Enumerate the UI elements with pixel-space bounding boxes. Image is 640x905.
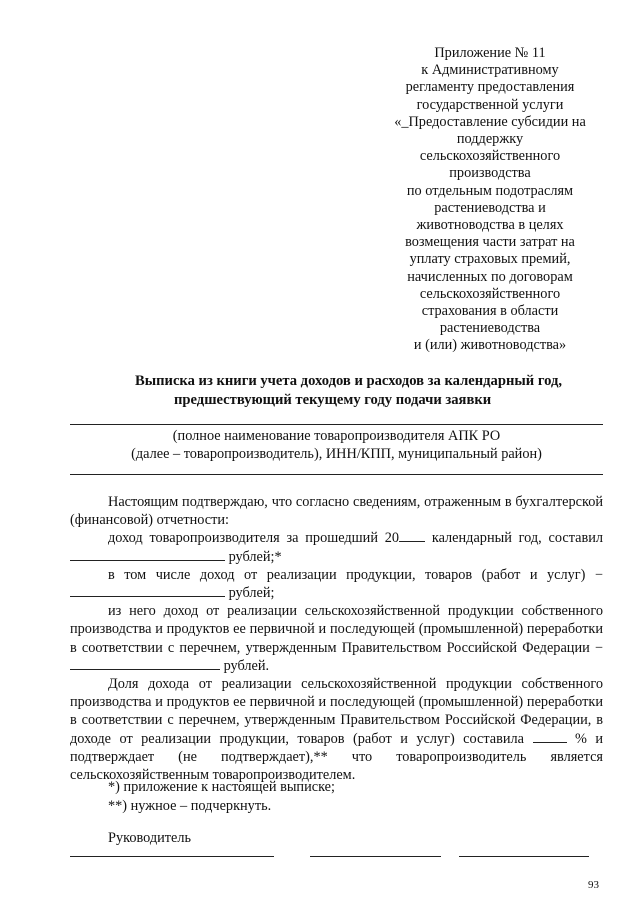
statement-body xyxy=(70,493,603,784)
appendix-line: сельскохозяйственного xyxy=(419,285,561,302)
signer-label: Руководитель xyxy=(108,830,192,846)
appendix-line: начисленных по договорам xyxy=(407,268,573,285)
paragraph-agri-income xyxy=(70,602,603,675)
signer-name-line xyxy=(459,856,589,857)
producer-details-line xyxy=(70,474,603,475)
appendix-line: страхования в области xyxy=(421,303,559,320)
paragraph-sales-income: в том числе доход от реализации продукции, товаров (работ и услуг) − xyxy=(108,566,603,583)
appendix-line: уплату страховых премий, xyxy=(409,251,571,268)
year-blank xyxy=(399,529,425,542)
document-title xyxy=(60,372,620,410)
sales-income-amount-blank xyxy=(70,584,225,597)
income-share-text: Доля дохода от реализации сельскохозяйственной продукции собственного производства и продуктов ее первичной и последующей (промышленной) переработки в соответствии с перечнем, утвержденным Правительством Российской Федерации, в доходе от реализации продукции, товаров (работ и услуг) составила xyxy=(70,676,603,747)
total-income-amount-blank xyxy=(70,548,225,561)
page-number: 93 xyxy=(588,879,599,891)
paragraph-total-income-cont xyxy=(70,548,603,566)
paragraph-income-share xyxy=(70,675,603,784)
appendix-line: животноводства в целях xyxy=(416,217,564,234)
appendix-line: и (или) животноводства» xyxy=(413,337,567,354)
paragraph-total-income xyxy=(70,529,603,547)
appendix-line: сельскохозяйственного xyxy=(419,148,561,165)
appendix-line: по отдельным подотраслям xyxy=(406,182,574,199)
footnote-2: **) нужное – подчеркнуть. xyxy=(108,797,272,814)
title-line-2: предшествующий текущему году подачи заявки xyxy=(174,392,492,408)
appendix-line: «_Предоставление субсидии на xyxy=(394,113,586,130)
appendix-header xyxy=(345,45,635,355)
producer-caption-line-1: (полное наименование товаропроизводителя АПК РО xyxy=(172,428,501,444)
agri-income-amount-blank xyxy=(70,657,220,670)
producer-caption-line-2: (далее – товаропроизводитель), ИНН/КПП, муниципальный район) xyxy=(131,446,542,462)
producer-name-line xyxy=(70,424,603,425)
percent-blank xyxy=(533,730,567,743)
appendix-line: Приложение № 11 xyxy=(434,45,546,61)
rubles-note: рублей;* xyxy=(225,548,282,565)
appendix-line: растениеводства и xyxy=(434,199,546,216)
paragraph-intro: Настоящим подтверждаю, что согласно сведениям, отраженным в бухгалтерской (финансовой) отчетности: xyxy=(70,494,603,529)
footnote-1: *) приложение к настоящей выписке; xyxy=(108,779,335,795)
agri-income-rubles: рублей. xyxy=(220,657,270,674)
income-share-text-2: % и подтверждает (не подтверждает),** что товаропроизводитель является сельскохозяйственным товаропроизводителем. xyxy=(70,730,604,784)
agri-income-text: из него доход от реализации сельскохозяйственной продукции собственного производства и продуктов ее первичной и последующей (промышленной) переработки в соответствии с перечнем, утвержденным Правительством Российской Федерации − xyxy=(70,603,603,656)
appendix-line: государственной услуги xyxy=(416,96,564,113)
signature-line xyxy=(310,856,441,857)
appendix-line: регламенту предоставления xyxy=(405,79,575,96)
total-income-text: доход товаропроизводителя за прошедший 20 xyxy=(108,530,400,547)
sales-income-rubles: рублей; xyxy=(225,585,275,602)
appendix-line: растениеводства xyxy=(439,320,541,337)
total-income-text-2: календарный год, составил xyxy=(425,530,603,547)
title-line-1: Выписка из книги учета доходов и расходов за календарный год, xyxy=(135,373,563,389)
appendix-line: возмещения части затрат на xyxy=(405,234,575,251)
paragraph-sales-income-cont xyxy=(70,584,603,602)
footnotes xyxy=(108,778,335,815)
appendix-line: производства xyxy=(449,165,531,182)
appendix-line: к Административному xyxy=(421,62,559,79)
signer-position-line xyxy=(70,856,274,857)
appendix-line: поддержку xyxy=(456,131,524,148)
